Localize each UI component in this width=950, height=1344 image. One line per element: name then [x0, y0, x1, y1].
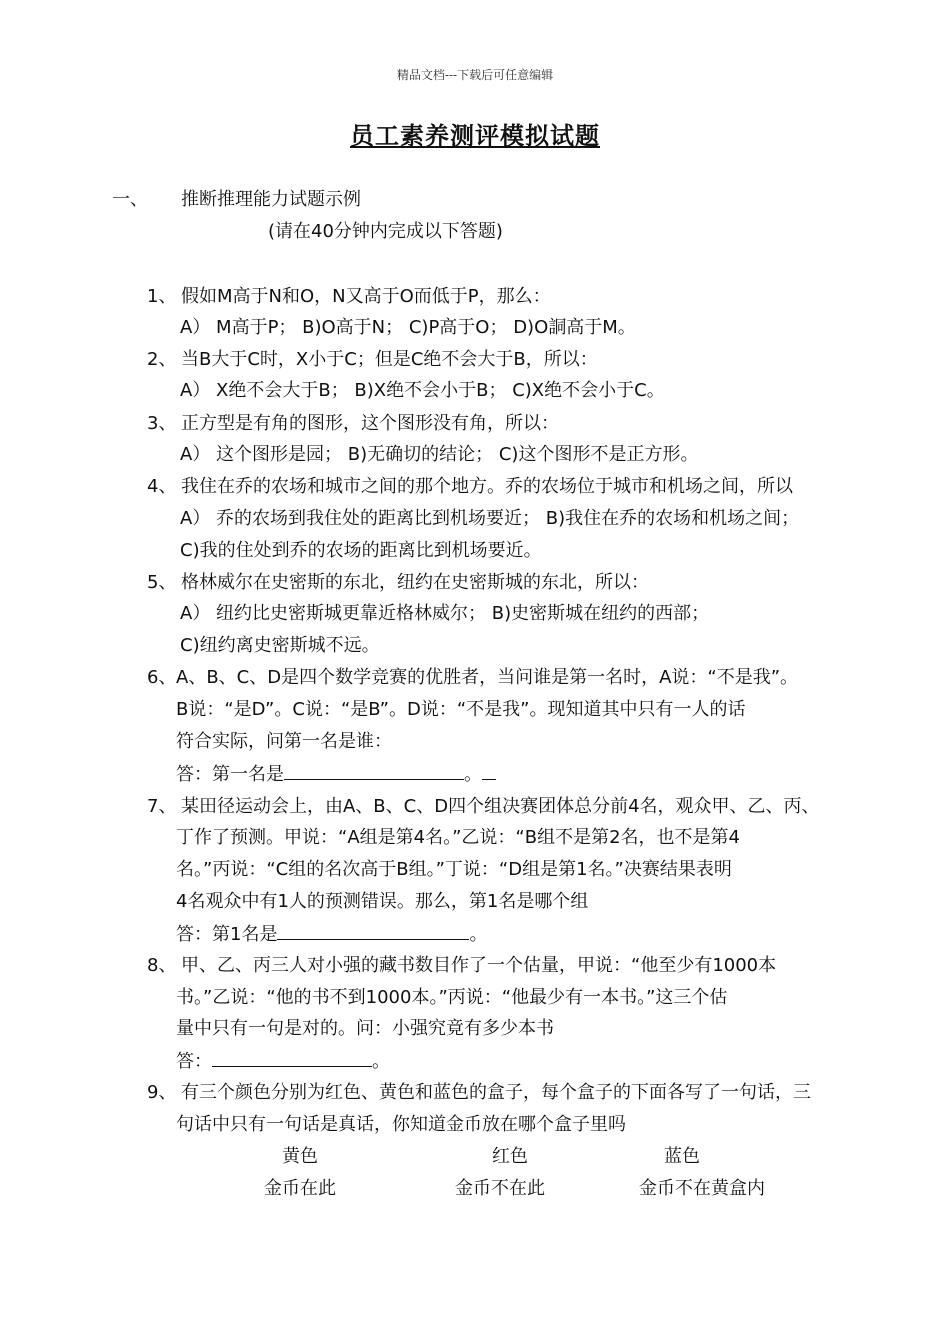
answer-label: 答：	[176, 1051, 212, 1072]
question-text: 有三个颜色分别为红色、黄色和蓝色的盒子，每个盒子的下面各写了一句话，三	[181, 1082, 811, 1103]
answer-label: 答：第一名是	[176, 764, 284, 785]
answer-line	[176, 761, 496, 788]
answer-blank[interactable]	[284, 761, 464, 780]
question-number: 8、	[147, 955, 177, 976]
box-color-yellow: 黄色	[282, 1146, 318, 1167]
question-text: 某田径运动会上，由A、B、C、D四个组决赛团体总分前4名，观众甲、乙、丙、	[181, 796, 820, 817]
question-options: A） X绝不会大于B； B)X绝不会小于B； C)X绝不会小于C。	[180, 380, 665, 401]
answer-blank[interactable]	[212, 1048, 372, 1067]
question-options: A） 这个图形是园； B)无确切的结论； C)这个图形不是正方形。	[180, 444, 699, 465]
answer-blank[interactable]	[277, 921, 469, 940]
question-options: A） 纽约比史密斯城更靠近格林威尔； B)史密斯城在纽约的西部；	[180, 603, 710, 624]
question-number: 7、	[147, 796, 177, 817]
question-options: C)我的住处到乔的农场的距离比到机场要近。	[180, 540, 542, 561]
question-options: C)纽约离史密斯城不远。	[180, 635, 380, 656]
question-options: A） 乔的农场到我住处的距离比到机场要近； B)我住在乔的农场和机场之间；	[180, 508, 800, 529]
answer-end: 。	[372, 1051, 390, 1072]
answer-label: 答：第1名是	[176, 924, 278, 945]
question-number: 9、	[147, 1082, 177, 1103]
page-title: 员工素养测评模拟试题	[350, 121, 600, 150]
box-note-red: 金币不在此	[455, 1178, 545, 1199]
question-number: 3、	[147, 413, 177, 434]
question-number: 1、	[147, 286, 177, 307]
answer-blank-tail	[482, 761, 496, 780]
section-note: (请在40分钟内完成以下答题)	[268, 221, 503, 242]
box-color-red: 红色	[492, 1146, 528, 1167]
question-text: 假如M高于N和O，N又高于O而低于P，那么：	[181, 286, 551, 307]
answer-end: 。	[469, 924, 488, 945]
page-header: 精品文档---下载后可任意编辑	[396, 68, 554, 82]
section-number: 一、	[112, 189, 148, 210]
box-color-blue: 蓝色	[664, 1146, 700, 1167]
answer-line	[176, 1048, 390, 1075]
section-heading: 推断推理能力试题示例	[181, 189, 361, 210]
question-options: A） M高于P； B)O高于N； C)P高于O； D)O詷高于M。	[180, 317, 636, 338]
question-number: 5、	[147, 572, 177, 593]
question-number: 2、	[147, 349, 177, 370]
question-text: B说：“是D”。C说：“是B”。D说：“不是我”。现知道其中只有一人的话	[176, 699, 746, 720]
question-text: 甲、乙、丙三人对小强的藏书数目作了一个估量，甲说：“他至少有1000本	[181, 955, 777, 976]
question-text: 名。”丙说：“C组的名次高于B组。”丁说：“D组是第1名。”决赛结果表明	[176, 859, 732, 880]
question-text: 正方型是有角的图形，这个图形没有角，所以：	[181, 413, 559, 434]
answer-end: 。	[464, 764, 482, 785]
question-text: 我住在乔的农场和城市之间的那个地方。乔的农场位于城市和机场之间，所以	[181, 476, 793, 497]
question-text: 4名观众中有1人的预测错误。那么，第1名是哪个组	[176, 891, 589, 912]
question-number: 4、	[147, 476, 177, 497]
question-number: 6、	[147, 667, 177, 688]
question-text: 当B大于C时，X小于C；但是C绝不会大于B，所以：	[181, 349, 598, 370]
question-text: 量中只有一句是对的。问：小强究竟有多少本书	[176, 1018, 554, 1039]
question-text: 格林威尔在史密斯的东北，纽约在史密斯城的东北，所以：	[181, 572, 649, 593]
question-text: A、B、C、D是四个数学竞赛的优胜者，当问谁是第一名时，A说：“不是我”。	[176, 667, 799, 688]
answer-line	[176, 921, 487, 948]
question-text: 句话中只有一句话是真话，你知道金币放在哪个盒子里吗	[176, 1114, 626, 1135]
question-text: 符合实际，问第一名是谁：	[176, 731, 392, 752]
box-note-yellow: 金币在此	[264, 1178, 336, 1199]
box-note-blue: 金币不在黄盒内	[639, 1178, 765, 1199]
question-text: 丁作了预测。甲说：“A组是第4名。”乙说：“B组不是第2名，也不是第4	[176, 827, 740, 848]
question-text: 书。”乙说：“他的书不到1000本。”丙说：“他最少有一本书。”这三个估	[176, 987, 728, 1008]
